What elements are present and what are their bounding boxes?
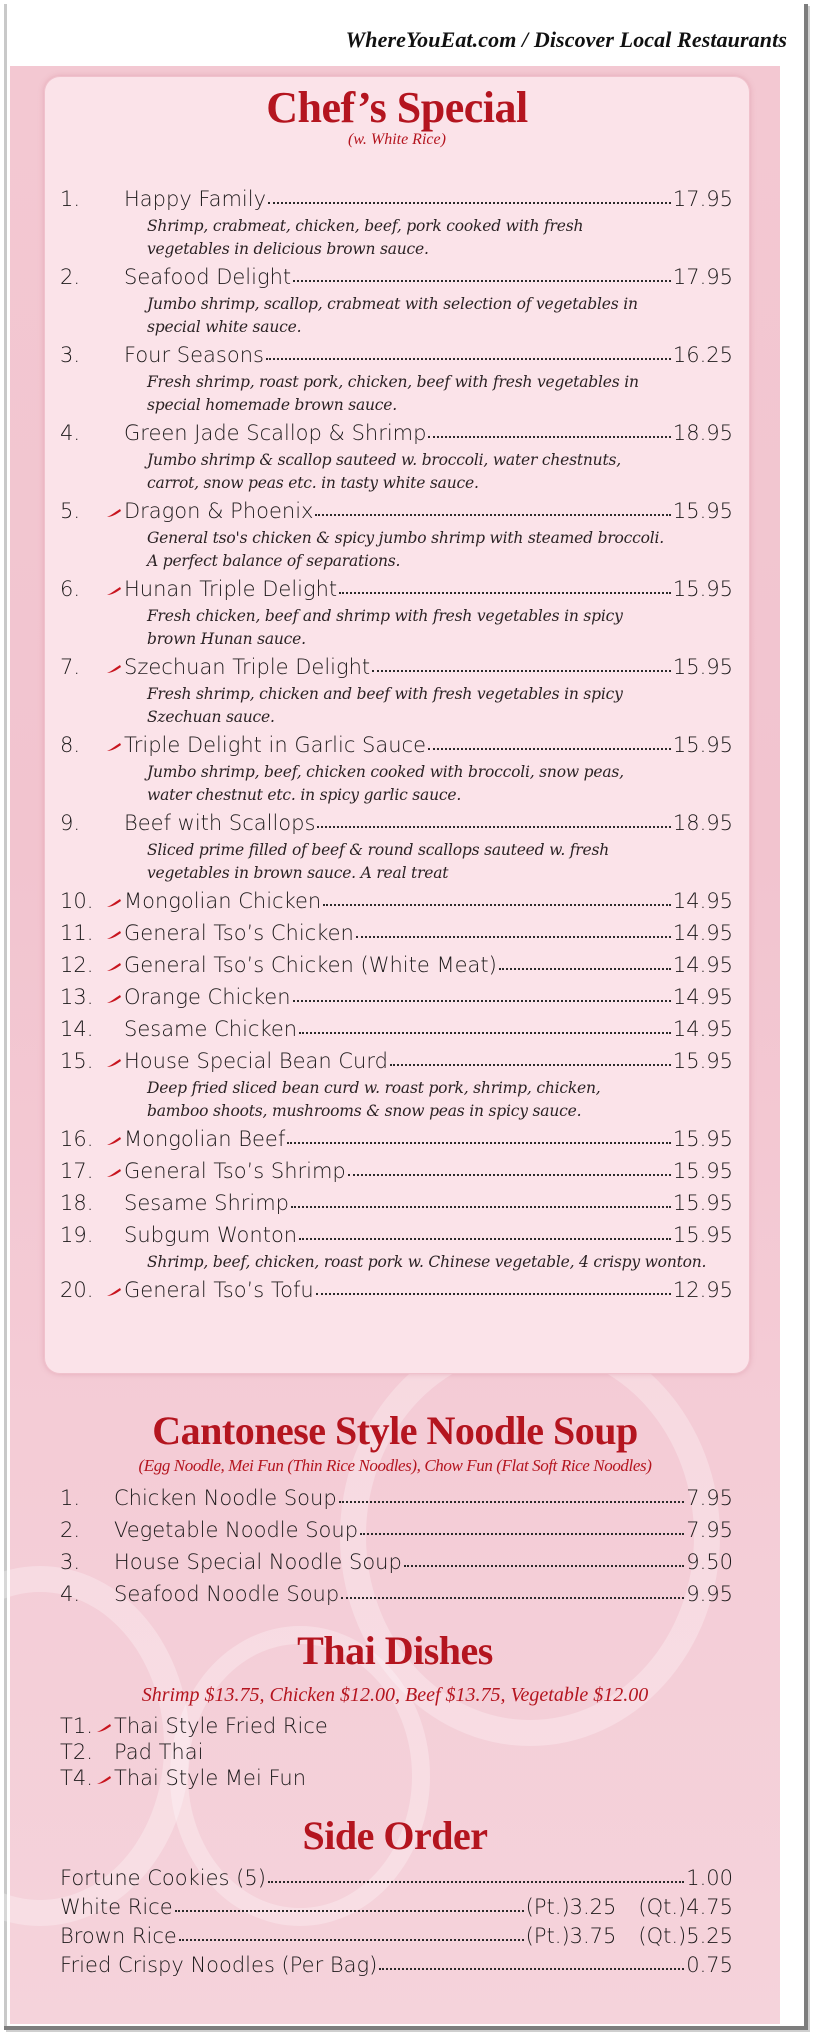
item-number: 16. [60, 1127, 94, 1151]
chefs-special-subtitle: (w. White Rice) [348, 131, 446, 148]
item-description: Fresh shrimp, chicken and beef with fresh vegetables in spicy [147, 685, 623, 703]
menu-item [60, 495, 733, 573]
dot-leader [287, 1136, 671, 1144]
dot-leader [291, 1200, 671, 1208]
menu-item [60, 1155, 733, 1187]
item-price: 1.00 [686, 1866, 733, 1890]
menu-item [60, 339, 733, 417]
item-description: special homemade brown sauce. [147, 396, 397, 414]
item-price: 18.95 [672, 421, 733, 445]
dot-leader [266, 352, 671, 360]
item-description: bamboo shoots, mushrooms & snow peas in spicy sauce. [147, 1102, 582, 1120]
item-name: General Tso’s Tofu [124, 1278, 314, 1302]
menu-item-line [60, 1514, 733, 1546]
menu-item [60, 1013, 733, 1045]
dot-leader [428, 430, 670, 438]
dot-leader [360, 1527, 684, 1535]
thai-dishes-title: Thai Dishes [297, 1628, 493, 1673]
item-description: carrot, snow peas etc. in tasty white sauce. [147, 474, 479, 492]
item-price: 14.95 [672, 1017, 733, 1041]
menu-item-line [60, 1013, 733, 1045]
menu-item [60, 917, 733, 949]
menu-item [60, 1482, 733, 1514]
item-description: Jumbo shrimp, scallop, crabmeat with selection of vegetables in [147, 295, 638, 313]
menu-item [60, 1578, 733, 1610]
item-number: T4. [60, 1766, 93, 1790]
item-name: House Special Bean Curd [124, 1049, 388, 1073]
dot-leader [348, 1168, 671, 1176]
menu-item [60, 1187, 733, 1219]
dot-leader [339, 1495, 685, 1503]
item-name: Chicken Noodle Soup [114, 1486, 337, 1510]
item-name: Sesame Shrimp [124, 1191, 290, 1215]
item-name: Orange Chicken [124, 985, 291, 1009]
menu-item-line [60, 885, 733, 917]
menu-item-line [60, 183, 733, 215]
quart-label: (Qt.) [638, 1895, 687, 1919]
hot-pepper-icon [96, 1765, 112, 1775]
item-price: 15.95 [672, 577, 733, 601]
item-number: 5. [60, 499, 81, 523]
item-description: special white sauce. [147, 318, 302, 336]
thai-dishes-list [60, 1713, 733, 1791]
pint-price: 3.25 [569, 1895, 617, 1919]
dot-leader [317, 820, 670, 828]
item-description: Shrimp, beef, chicken, roast pork w. Chinese vegetable, 4 crispy wonton. [147, 1253, 707, 1271]
item-price: 15.95 [672, 655, 733, 679]
item-description: Fresh shrimp, roast pork, chicken, beef with fresh vegetables in [147, 373, 639, 391]
item-name: Dragon & Phoenix [124, 499, 314, 523]
item-price: 17.95 [672, 187, 733, 211]
menu-item-line [60, 1893, 733, 1922]
pint-label: (Pt.) [525, 1895, 570, 1919]
item-name: General Tso’s Shrimp [124, 1159, 346, 1183]
item-number: 1. [60, 1486, 81, 1510]
item-price: 14.95 [672, 921, 733, 945]
item-name: Seafood Delight [124, 265, 292, 289]
menu-item-line [60, 1482, 733, 1514]
hot-pepper-icon [106, 981, 122, 991]
item-description: Deep fried sliced bean curd w. roast pork, shrimp, chicken, [147, 1079, 601, 1097]
menu-item-line [60, 1713, 733, 1739]
item-number: 3. [60, 343, 81, 367]
item-name: General Tso’s Chicken [124, 921, 354, 945]
menu-item [60, 1922, 733, 1951]
item-number: 13. [60, 985, 94, 1009]
menu-item [60, 651, 733, 729]
menu-item [60, 1123, 733, 1155]
item-number: 7. [60, 655, 81, 679]
item-price: 18.95 [672, 811, 733, 835]
menu-item [60, 1274, 733, 1306]
dot-leader [299, 1232, 671, 1240]
menu-item [60, 1546, 733, 1578]
item-name: General Tso’s Chicken (White Meat) [124, 953, 497, 977]
menu-item-line [60, 917, 733, 949]
item-name: Happy Family [124, 187, 266, 211]
menu-item-line [60, 1155, 733, 1187]
item-number: 15. [60, 1049, 94, 1073]
dot-leader [268, 196, 671, 204]
menu-item-line [60, 1578, 733, 1610]
dot-leader [379, 1962, 684, 1970]
item-number: 6. [60, 577, 81, 601]
menu-item [60, 1713, 733, 1739]
item-price: 9.95 [686, 1582, 733, 1606]
menu-item-line [60, 949, 733, 981]
hot-pepper-icon [106, 1045, 122, 1055]
item-name: Brown Rice [60, 1924, 177, 1948]
item-name: White Rice [60, 1895, 173, 1919]
site-header: WhereYouEat.com / Discover Local Restaurants [345, 27, 787, 52]
menu-item [60, 807, 733, 885]
menu-item [60, 183, 733, 261]
noodle-soup-list [60, 1482, 733, 1610]
menu-item [60, 1045, 733, 1123]
menu-item-line [60, 573, 733, 605]
menu-item [60, 729, 733, 807]
dot-leader [316, 1287, 671, 1295]
pint-price: 3.75 [569, 1924, 617, 1948]
item-number: 19. [60, 1223, 94, 1247]
dot-leader [356, 930, 671, 938]
menu-item [60, 949, 733, 981]
hot-pepper-icon [106, 1155, 122, 1165]
item-number: 9. [60, 811, 81, 835]
dot-leader [299, 1026, 671, 1034]
item-number: 18. [60, 1191, 94, 1215]
hot-pepper-icon [106, 651, 122, 661]
dot-leader [499, 962, 671, 970]
item-price: 12.95 [672, 1278, 733, 1302]
item-name: Subgum Wonton [124, 1223, 298, 1247]
item-name: Seafood Noodle Soup [114, 1582, 340, 1606]
dot-leader [323, 898, 671, 906]
menu-item-line [60, 1922, 733, 1951]
side-order-list [60, 1864, 733, 1980]
item-description: Sliced prime filled of beef & round scallops sauteed w. fresh [147, 841, 610, 859]
item-description: vegetables in brown sauce. A real treat [147, 864, 449, 882]
pint-label: (Pt.) [525, 1924, 570, 1948]
item-name: Beef with Scallops [124, 811, 316, 835]
hot-pepper-icon [96, 1713, 112, 1723]
side-order-title: Side Order [302, 1813, 488, 1858]
item-name: House Special Noodle Soup [114, 1550, 402, 1574]
item-description: Szechuan sauce. [147, 708, 275, 726]
item-name: Thai Style Mei Fun [114, 1766, 307, 1790]
item-price: 16.25 [672, 343, 733, 367]
noodle-soup-subtitle: (Egg Noodle, Mei Fun (Thin Rice Noodles), Chow Fun (Flat Soft Rice Noodles) [138, 1456, 652, 1475]
dot-leader [293, 274, 671, 282]
hot-pepper-icon [106, 1274, 122, 1284]
item-price: 15.95 [672, 499, 733, 523]
item-description: Shrimp, crabmeat, chicken, beef, pork cooked with fresh [147, 217, 584, 235]
menu-item-line [60, 1123, 733, 1155]
item-number: 17. [60, 1159, 94, 1183]
menu-item-line [60, 1765, 733, 1791]
item-name: Vegetable Noodle Soup [114, 1518, 359, 1542]
menu-item-line [60, 651, 733, 683]
menu-item [60, 1951, 733, 1980]
menu-item [60, 1893, 733, 1922]
item-price: 7.95 [686, 1518, 733, 1542]
item-number: 14. [60, 1017, 94, 1041]
item-name: Green Jade Scallop & Shrimp [124, 421, 427, 445]
item-name: Four Seasons [124, 343, 264, 367]
menu-item-line [60, 1739, 733, 1765]
menu-item-line [60, 981, 733, 1013]
item-name: Szechuan Triple Delight [124, 655, 371, 679]
menu-item [60, 1219, 733, 1274]
item-name: Hunan Triple Delight [124, 577, 338, 601]
dot-leader [268, 1875, 684, 1883]
item-number: 2. [60, 1518, 81, 1542]
dot-leader [404, 1559, 684, 1567]
item-description: General tso's chicken & spicy jumbo shrimp with steamed broccoli. [147, 529, 664, 547]
item-number: 1. [60, 187, 81, 211]
hot-pepper-icon [106, 573, 122, 583]
item-number: 4. [60, 1582, 81, 1606]
chefs-special-list [60, 183, 733, 1306]
item-price: 15.95 [672, 1159, 733, 1183]
item-price: 15.95 [672, 733, 733, 757]
item-number: 8. [60, 733, 81, 757]
item-price: 15.95 [672, 1049, 733, 1073]
item-name: Mongolian Chicken [124, 889, 322, 913]
hot-pepper-icon [106, 885, 122, 895]
quart-price: 5.25 [686, 1924, 733, 1948]
menu-item-line [60, 1045, 733, 1077]
menu-item [60, 885, 733, 917]
item-price: 0.75 [686, 1953, 733, 1977]
item-number: 12. [60, 953, 94, 977]
item-price: 7.95 [686, 1486, 733, 1510]
menu-item-line [60, 1219, 733, 1251]
item-name: Triple Delight in Garlic Sauce [124, 733, 427, 757]
dot-leader [293, 994, 671, 1002]
item-name: Thai Style Fried Rice [114, 1714, 328, 1738]
menu-item-line [60, 807, 733, 839]
menu-item-line [60, 1951, 733, 1980]
item-price: 15.95 [672, 1127, 733, 1151]
item-price: 17.95 [672, 265, 733, 289]
item-description: A perfect balance of separations. [147, 552, 401, 570]
item-description: water chestnut etc. in spicy garlic sauce. [147, 786, 462, 804]
menu-item-line [60, 1546, 733, 1578]
menu-item [60, 981, 733, 1013]
dot-leader [428, 742, 671, 750]
menu-item [60, 1739, 733, 1765]
item-name: Sesame Chicken [124, 1017, 298, 1041]
item-number: T1. [60, 1714, 93, 1738]
menu-item [60, 573, 733, 651]
hot-pepper-icon [106, 495, 122, 505]
item-price: 15.95 [672, 1223, 733, 1247]
menu-item [60, 1864, 733, 1893]
menu-item [60, 1514, 733, 1546]
item-number: 10. [60, 889, 94, 913]
item-name: Fortune Cookies (5) [60, 1866, 266, 1890]
item-price: 9.50 [686, 1550, 733, 1574]
dot-leader [341, 1591, 684, 1599]
item-description: vegetables in delicious brown sauce. [147, 240, 429, 258]
item-description: Jumbo shrimp, beef, chicken cooked with broccoli, snow peas, [147, 763, 624, 781]
menu-item-line [60, 729, 733, 761]
item-number: 2. [60, 265, 81, 289]
menu-item [60, 261, 733, 339]
dot-leader [372, 664, 671, 672]
menu-item [60, 1765, 733, 1791]
item-price: 14.95 [672, 889, 733, 913]
quart-price: 4.75 [686, 1895, 733, 1919]
item-number: 11. [60, 921, 94, 945]
menu-item-line [60, 1274, 733, 1306]
dot-leader [315, 508, 670, 516]
item-price: 14.95 [672, 985, 733, 1009]
item-description: Fresh chicken, beef and shrimp with fresh vegetables in spicy [147, 607, 623, 625]
menu-item-line [60, 261, 733, 293]
thai-dishes-prices: Shrimp $13.75, Chicken $12.00, Beef $13.75, Vegetable $12.00 [141, 1684, 649, 1706]
hot-pepper-icon [106, 729, 122, 739]
dot-leader [175, 1904, 524, 1912]
item-number: T2. [60, 1740, 93, 1764]
item-name: Fried Crispy Noodles (Per Bag) [60, 1953, 378, 1977]
item-description: brown Hunan sauce. [147, 630, 306, 648]
chefs-special-title: Chef’s Special [266, 83, 528, 132]
hot-pepper-icon [106, 917, 122, 927]
item-price: 15.95 [672, 1191, 733, 1215]
item-name: Pad Thai [114, 1740, 204, 1764]
menu-item-line [60, 339, 733, 371]
hot-pepper-icon [106, 949, 122, 959]
dot-leader [179, 1933, 524, 1941]
menu-item-line [60, 1187, 733, 1219]
quart-label: (Qt.) [638, 1924, 687, 1948]
menu-item-line [60, 417, 733, 449]
item-price: 14.95 [672, 953, 733, 977]
menu-item-line [60, 1864, 733, 1893]
item-name: Mongolian Beef [124, 1127, 286, 1151]
hot-pepper-icon [106, 1123, 122, 1133]
item-number: 20. [60, 1278, 94, 1302]
menu-item [60, 417, 733, 495]
menu-item-line [60, 495, 733, 527]
dot-leader [339, 586, 671, 594]
item-number: 4. [60, 421, 81, 445]
dot-leader [390, 1058, 671, 1066]
noodle-soup-title: Cantonese Style Noodle Soup [152, 1408, 638, 1453]
item-description: Jumbo shrimp & scallop sauteed w. broccoli, water chestnuts, [147, 451, 621, 469]
item-number: 3. [60, 1550, 81, 1574]
